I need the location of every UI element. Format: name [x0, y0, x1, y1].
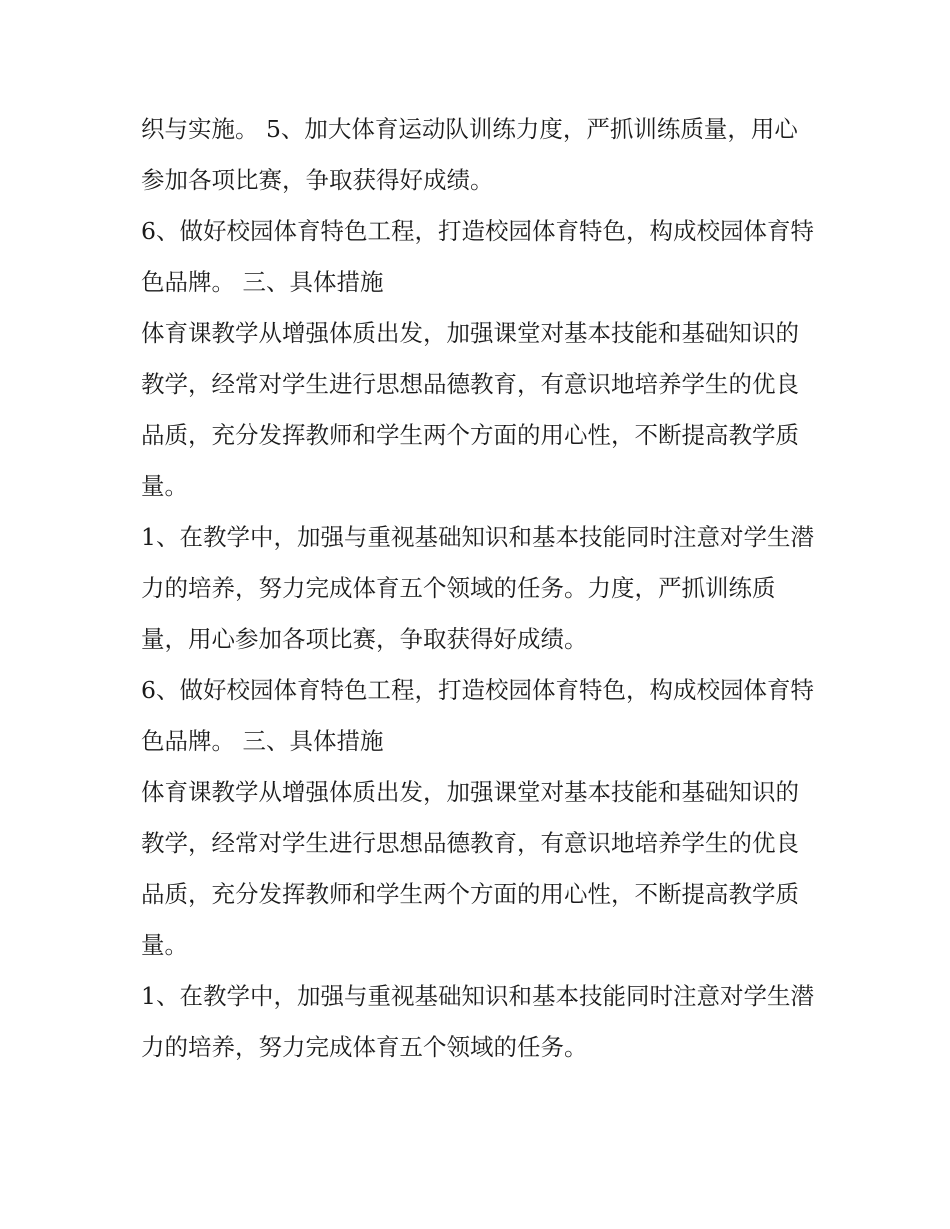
paragraph: 6、做好校园体育特色工程，打造校园体育特色，构成校园体育特色品牌。 三、具体措施: [141, 217, 814, 296]
paragraph: 6、做好校园体育特色工程，打造校园体育特色，构成校园体育特色品牌。 三、具体措施: [141, 676, 814, 755]
paragraph: 织与实施。 5、加大体育运动队训练力度，严抓训练质量，用心参加各项比赛，争取获得好成绩。: [141, 115, 798, 194]
paragraph: 体育课教学从增强体质出发，加强课堂对基本技能和基础知识的教学，经常对学生进行思想品德教育，有意识地培养学生的优良品质，充分发挥教师和学生两个方面的用心性，不断提高教学质量。: [141, 319, 799, 500]
paragraph: 1、在教学中，加强与重视基础知识和基本技能同时注意对学生潜力的培养，努力完成体育五个领域的任务。: [141, 982, 814, 1061]
document-body: [141, 104, 821, 1073]
paragraph: 体育课教学从增强体质出发，加强课堂对基本技能和基础知识的教学，经常对学生进行思想品德教育，有意识地培养学生的优良品质，充分发挥教师和学生两个方面的用心性，不断提高教学质量。: [141, 778, 799, 959]
paragraph: 1、在教学中，加强与重视基础知识和基本技能同时注意对学生潜力的培养，努力完成体育五个领域的任务。力度，严抓训练质量，用心参加各项比赛，争取获得好成绩。: [141, 523, 814, 653]
